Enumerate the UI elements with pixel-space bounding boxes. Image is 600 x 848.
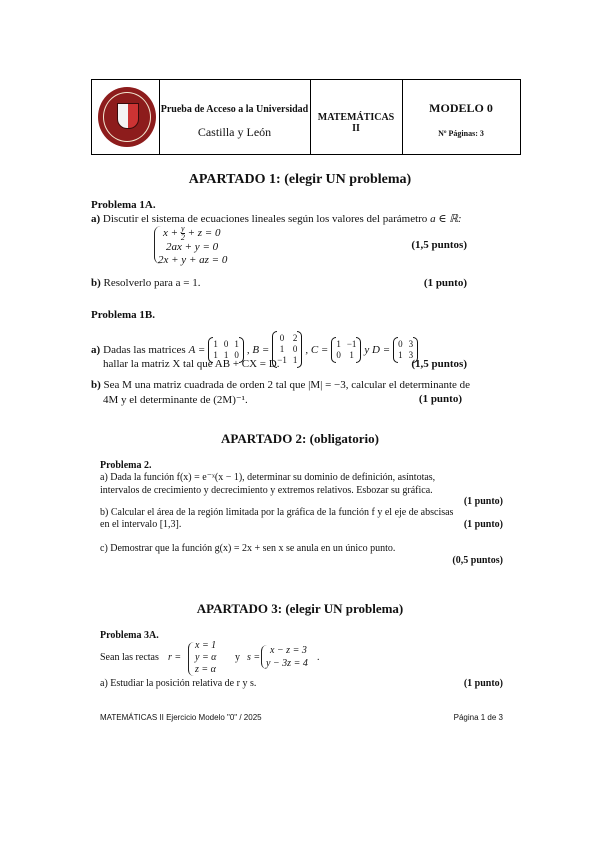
header-subject: MATEMÁTICAS (317, 112, 395, 123)
part-b-text: Sea M una matriz cuadrada de orden 2 tal que |M| = −3, calcular el determinante de (103, 379, 471, 391)
matrix-cell: 2 (292, 333, 298, 343)
shield-icon (117, 103, 139, 129)
matrix-cell: 1 (279, 344, 285, 354)
matrix-grid (336, 339, 356, 361)
university-seal-logo (98, 87, 156, 147)
problem-3a-a-points: (1 punto) (463, 678, 503, 689)
matrix-cell: 1 (234, 338, 239, 349)
eq1-rest: + z = 0 (187, 227, 221, 240)
problem-1b-a-text2: hallar la matriz X tal que AB + CX = D. (103, 358, 280, 370)
matrix-cell: 0 (292, 344, 298, 354)
footer-left: MATEMÁTICAS II Ejercicio Modelo "0" / 2025 (100, 713, 262, 722)
part-a-text: Discutir el sistema de ecuaciones lineales según los valores del parámetro (102, 213, 428, 225)
problem-2-c-points: (0,5 puntos) (452, 555, 503, 566)
matrix-cell: 0 (336, 349, 341, 360)
problem-1a-part-a (91, 212, 462, 225)
problem-2-b-points: (1 punto) (463, 519, 503, 530)
header-pages: Nº Páginas: 3 (438, 129, 484, 138)
problem-1b-b-points: (1 punto) (418, 393, 462, 405)
section-3-title: APARTADO 3: (elegir UN problema) (196, 601, 404, 616)
line-s-tail: . (317, 652, 320, 663)
eq1-fraction (181, 225, 185, 242)
part-a-label: a) (91, 343, 101, 356)
matrix-cell: 3 (408, 349, 414, 360)
header-subject-level: II (352, 123, 360, 134)
matrix-a-label: A = (188, 343, 206, 356)
problem-1b-a-points: (1,5 puntos) (411, 358, 467, 370)
matrix-cell: 0 (279, 333, 285, 343)
line-r-eq3: z = α (195, 664, 216, 675)
header-line1: Prueba de Acceso a la Universidad (160, 104, 309, 115)
matrix-cell: 3 (408, 338, 414, 349)
problem-1b-b-text2: 4M y el determinante de (2M)⁻¹. (103, 394, 248, 406)
matrix-cell: 1 (213, 338, 218, 349)
part-a-text: Dadas las matrices (103, 343, 186, 356)
matrix-cell: −1 (277, 355, 287, 365)
header-table (91, 79, 521, 155)
line-s-eq2: y − 3z = 4 (266, 658, 308, 669)
matrix-c-label: , C = (305, 343, 329, 356)
problem-3a-title: Problema 3A. (100, 630, 159, 641)
header-model-cell (402, 80, 520, 154)
footer-page-number: Página 1 de 3 (453, 713, 503, 722)
line-conjunction: y (235, 652, 240, 663)
matrix-paren (356, 337, 361, 363)
header-model: MODELO 0 (429, 101, 493, 115)
matrix-cell: 1 (292, 355, 298, 365)
eq1-den: 2 (180, 233, 185, 242)
line-r-label: r = (168, 652, 182, 663)
matrix-c (331, 337, 361, 363)
matrix-cell: 1 (213, 349, 218, 360)
problem-2-a-text2: intervalos de crecimiento y decrecimiento y extremos relativos. Esbozar su gráfica. (100, 485, 433, 496)
part-b-text: Resolverlo para a = 1. (103, 277, 201, 289)
matrix-cell: −1 (346, 338, 357, 349)
problem-2-a-text: a) Dada la función f(x) = e⁻ˣ(x − 1), determinar su dominio de definición, asíntotas, (100, 472, 436, 483)
matrix-b-label: , B = (246, 343, 270, 356)
eq1-num: y (181, 224, 185, 233)
problem-1a-b-points: (1 punto) (423, 277, 467, 289)
eq1-x: x + (163, 227, 179, 240)
equation-1 (163, 225, 220, 242)
equation-2: 2ax + y = 0 (166, 241, 219, 253)
line-r-eq1: x = 1 (195, 640, 217, 651)
equation-3: 2x + y + az = 0 (158, 254, 228, 266)
header-line2: Castilla y León (197, 125, 272, 139)
section-1-title: APARTADO 1: (elegir UN problema) (188, 172, 412, 187)
part-a-label: a) (91, 213, 101, 225)
line-r-eq2: y = α (195, 652, 217, 663)
problem-2-a-points: (1 punto) (463, 496, 503, 507)
matrix-cell: 1 (223, 349, 229, 360)
part-b-label: b) (91, 379, 101, 391)
header-subject-cell (310, 80, 403, 154)
problem-2-title: Problema 2. (100, 460, 152, 471)
problem-1b-title: Problema 1B. (91, 309, 155, 321)
part-b-label: b) (91, 277, 101, 289)
problem-2-c-text: c) Demostrar que la función g(x) = 2x + sen x se anula en un único punto. (100, 543, 396, 554)
problem-3a-intro: Sean las rectas (100, 652, 159, 663)
matrix-cell: 0 (223, 338, 229, 349)
matrix-cell: 1 (336, 338, 341, 349)
problem-1a-part-b (91, 277, 200, 289)
matrix-cell: 1 (349, 349, 354, 360)
problem-1a-a-points: (1,5 puntos) (411, 239, 467, 251)
section-2-title: APARTADO 2: (obligatorio) (221, 431, 379, 446)
matrix-cell: 1 (398, 349, 403, 360)
header-logo-cell (92, 80, 160, 154)
matrix-d-label: y D = (364, 343, 391, 356)
header-title-cell (159, 80, 311, 154)
matrix-grid (277, 333, 297, 366)
problem-1a-title: Problema 1A. (91, 199, 156, 211)
part-a-param: a ∈ ℝ: (430, 213, 462, 225)
line-s-label: s = (247, 652, 261, 663)
line-r-brace (188, 642, 194, 676)
line-s-eq1: x − z = 3 (270, 645, 307, 656)
problem-2-b-text2: en el intervalo [1,3]. (100, 519, 182, 530)
matrix-paren (297, 331, 302, 368)
problem-2-b-text: b) Calcular el área de la región limitada por la gráfica de la función f y el eje de abscisas (100, 507, 454, 518)
problem-3a-a-text: a) Estudiar la posición relativa de r y s. (100, 678, 257, 689)
matrix-cell: 0 (398, 338, 403, 349)
problem-1b-part-b (91, 379, 470, 391)
matrix-cell: 0 (234, 349, 239, 360)
